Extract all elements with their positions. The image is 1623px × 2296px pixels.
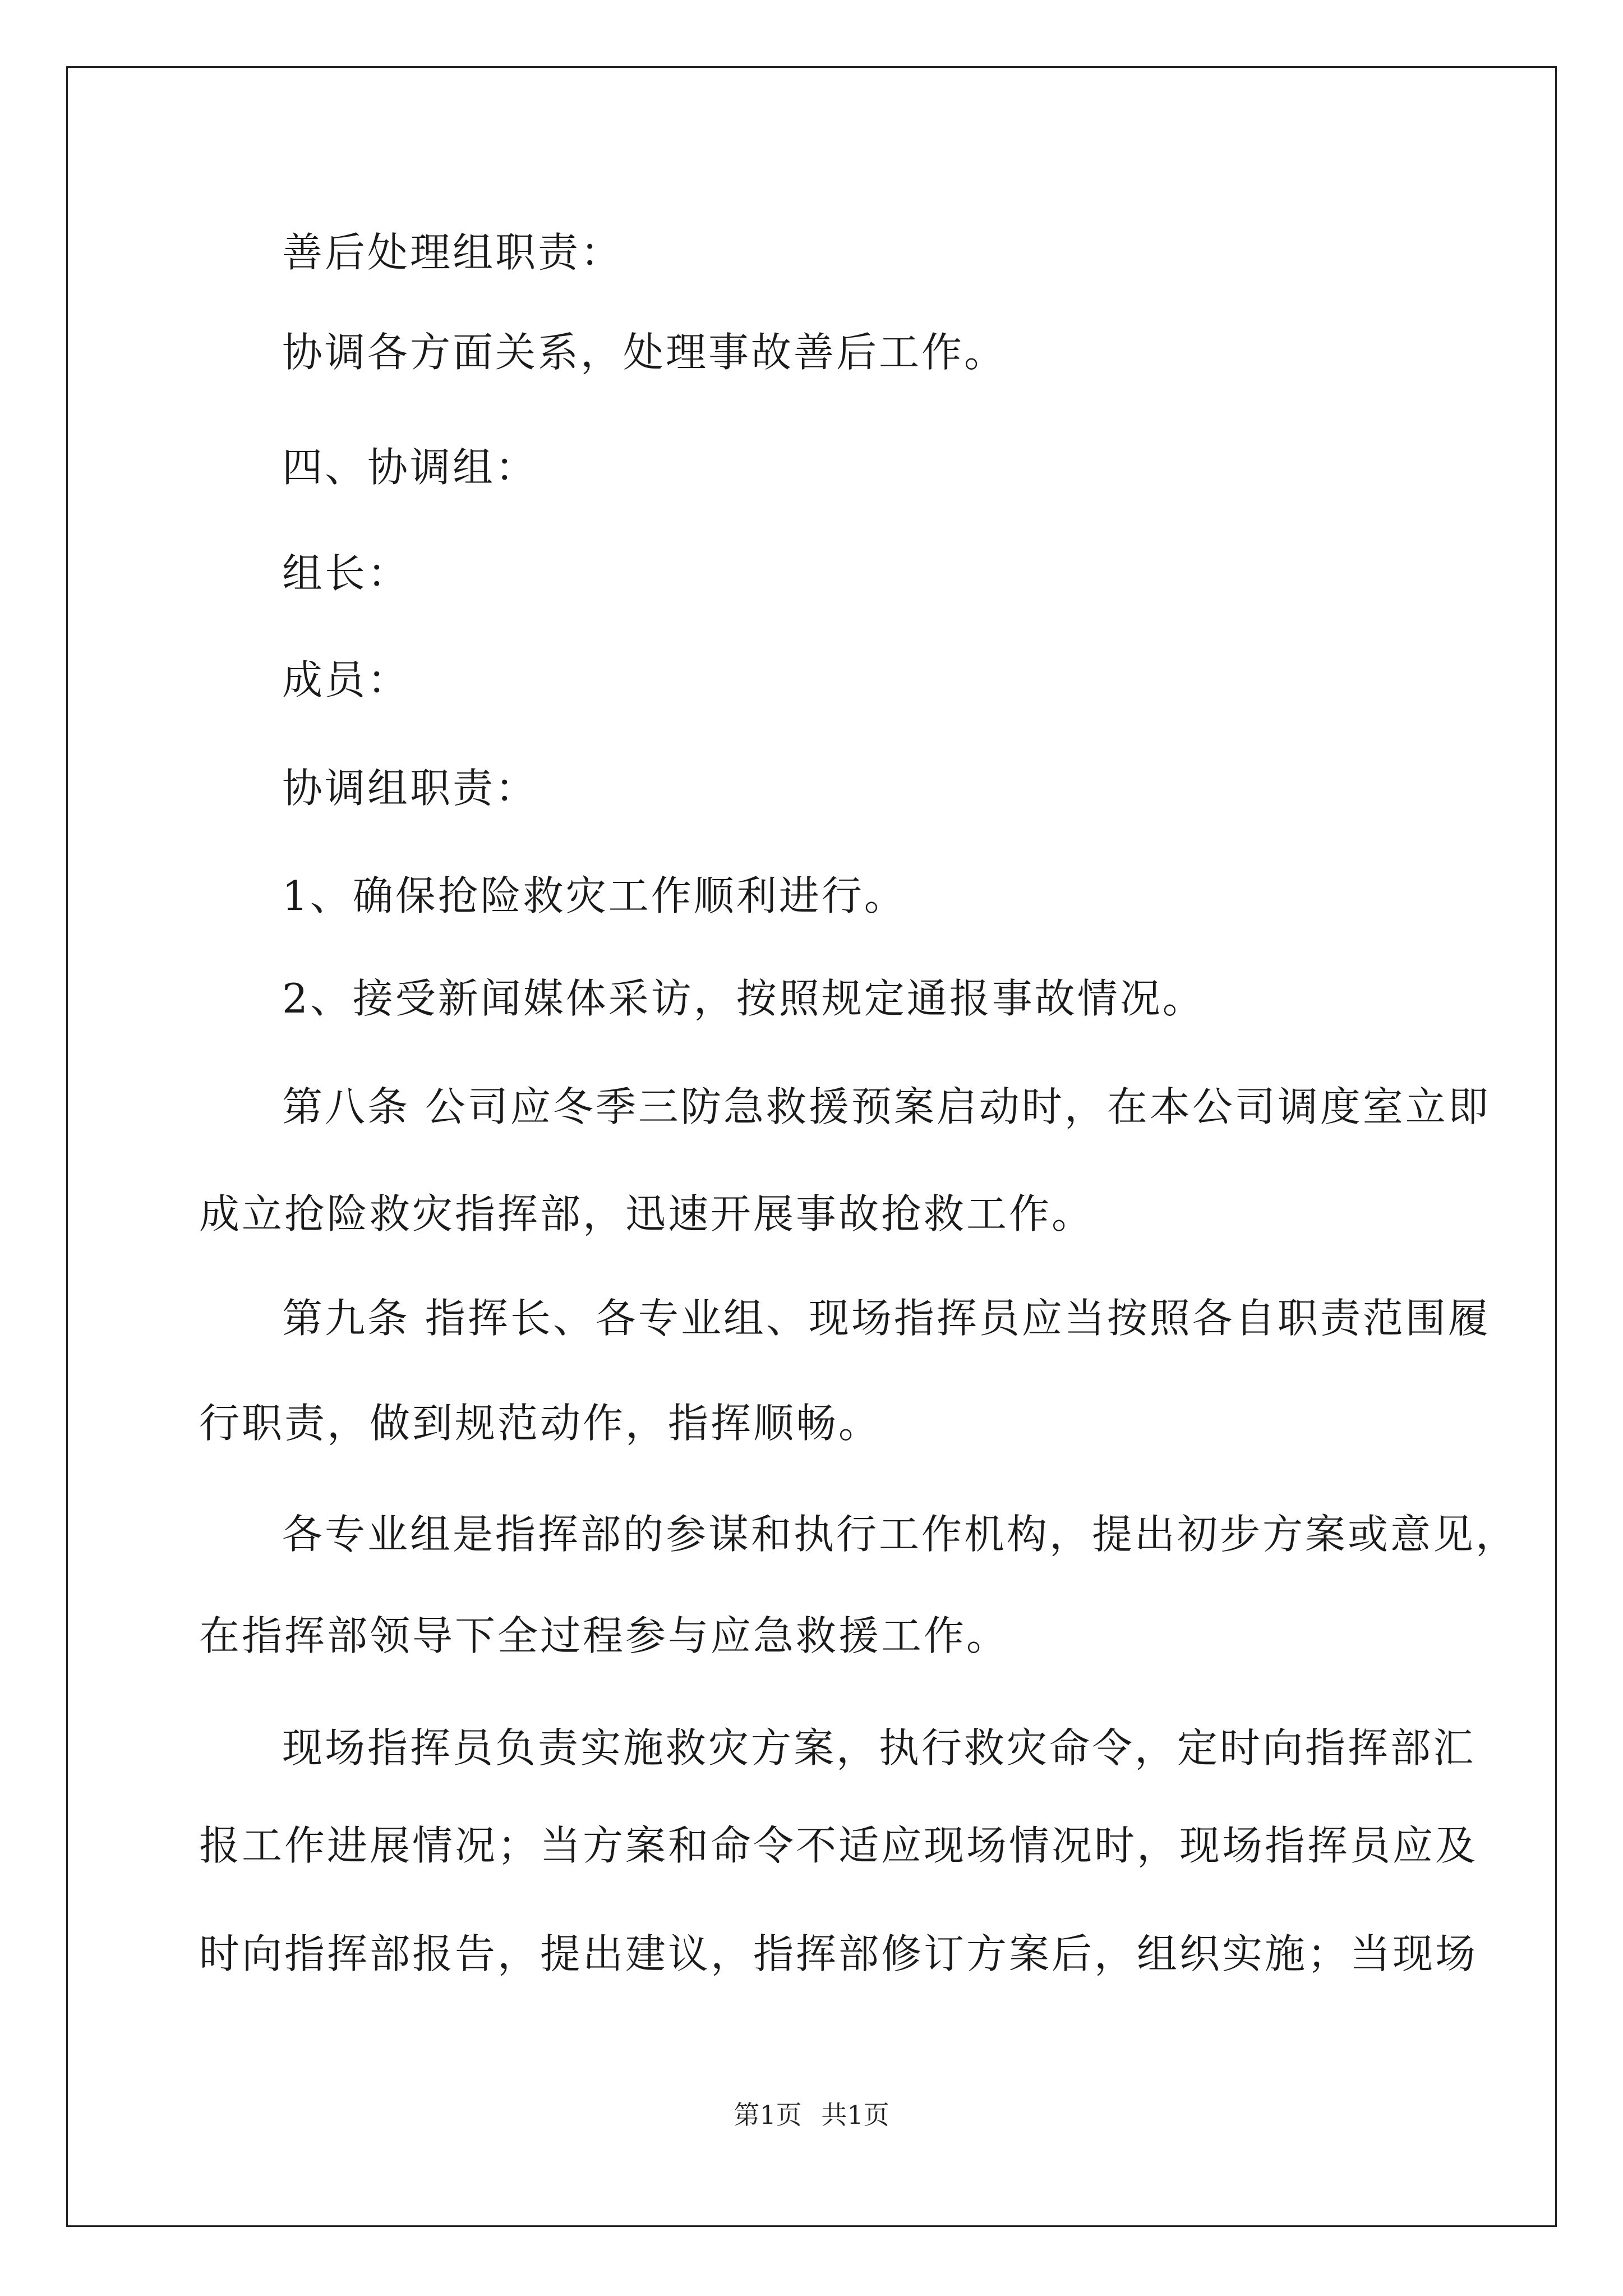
doc-line: 现场指挥员负责实施救灾方案，执行救灾命令，定时向指挥部汇 <box>282 1724 1476 1772</box>
doc-line: 在指挥部领导下全过程参与应急救援工作。 <box>199 1612 1009 1659</box>
page-current-label: 第1页 <box>734 2100 802 2130</box>
doc-line: 行职责，做到规范动作，指挥顺畅。 <box>199 1400 882 1447</box>
page-footer <box>0 2098 1623 2132</box>
doc-line: 各专业组是指挥部的参谋和执行工作机构，提出初步方案或意见， <box>282 1511 1519 1558</box>
doc-line: 1、确保抢险救灾工作顺利进行。 <box>282 872 907 919</box>
doc-line: 善后处理组职责： <box>282 229 624 276</box>
doc-line: 四、协调组： <box>282 444 538 491</box>
doc-line: 第八条 公司应冬季三防急救援预案启动时，在本公司调度室立即 <box>282 1083 1491 1130</box>
doc-line: 时向指挥部报告，提出建议，指挥部修订方案后，组织实施；当现场 <box>199 1930 1478 1977</box>
doc-line: 第九条 指挥长、各专业组、现场指挥员应当按照各自职责范围履 <box>282 1295 1491 1342</box>
doc-line: 协调各方面关系，处理事故善后工作。 <box>282 329 1007 376</box>
doc-line: 组长： <box>282 550 411 597</box>
doc-line: 成员： <box>282 656 411 703</box>
doc-line: 协调组职责： <box>282 765 538 812</box>
doc-line: 报工作进展情况；当方案和命令不适应现场情况时，现场指挥员应及 <box>199 1822 1478 1869</box>
doc-line: 2、接受新闻媒体采访，按照规定通报事故情况。 <box>282 975 1205 1022</box>
page-total-label: 共1页 <box>821 2100 889 2130</box>
page-border <box>66 66 1557 2227</box>
doc-line: 成立抢险救灾指挥部，迅速开展事故抢救工作。 <box>199 1190 1095 1237</box>
